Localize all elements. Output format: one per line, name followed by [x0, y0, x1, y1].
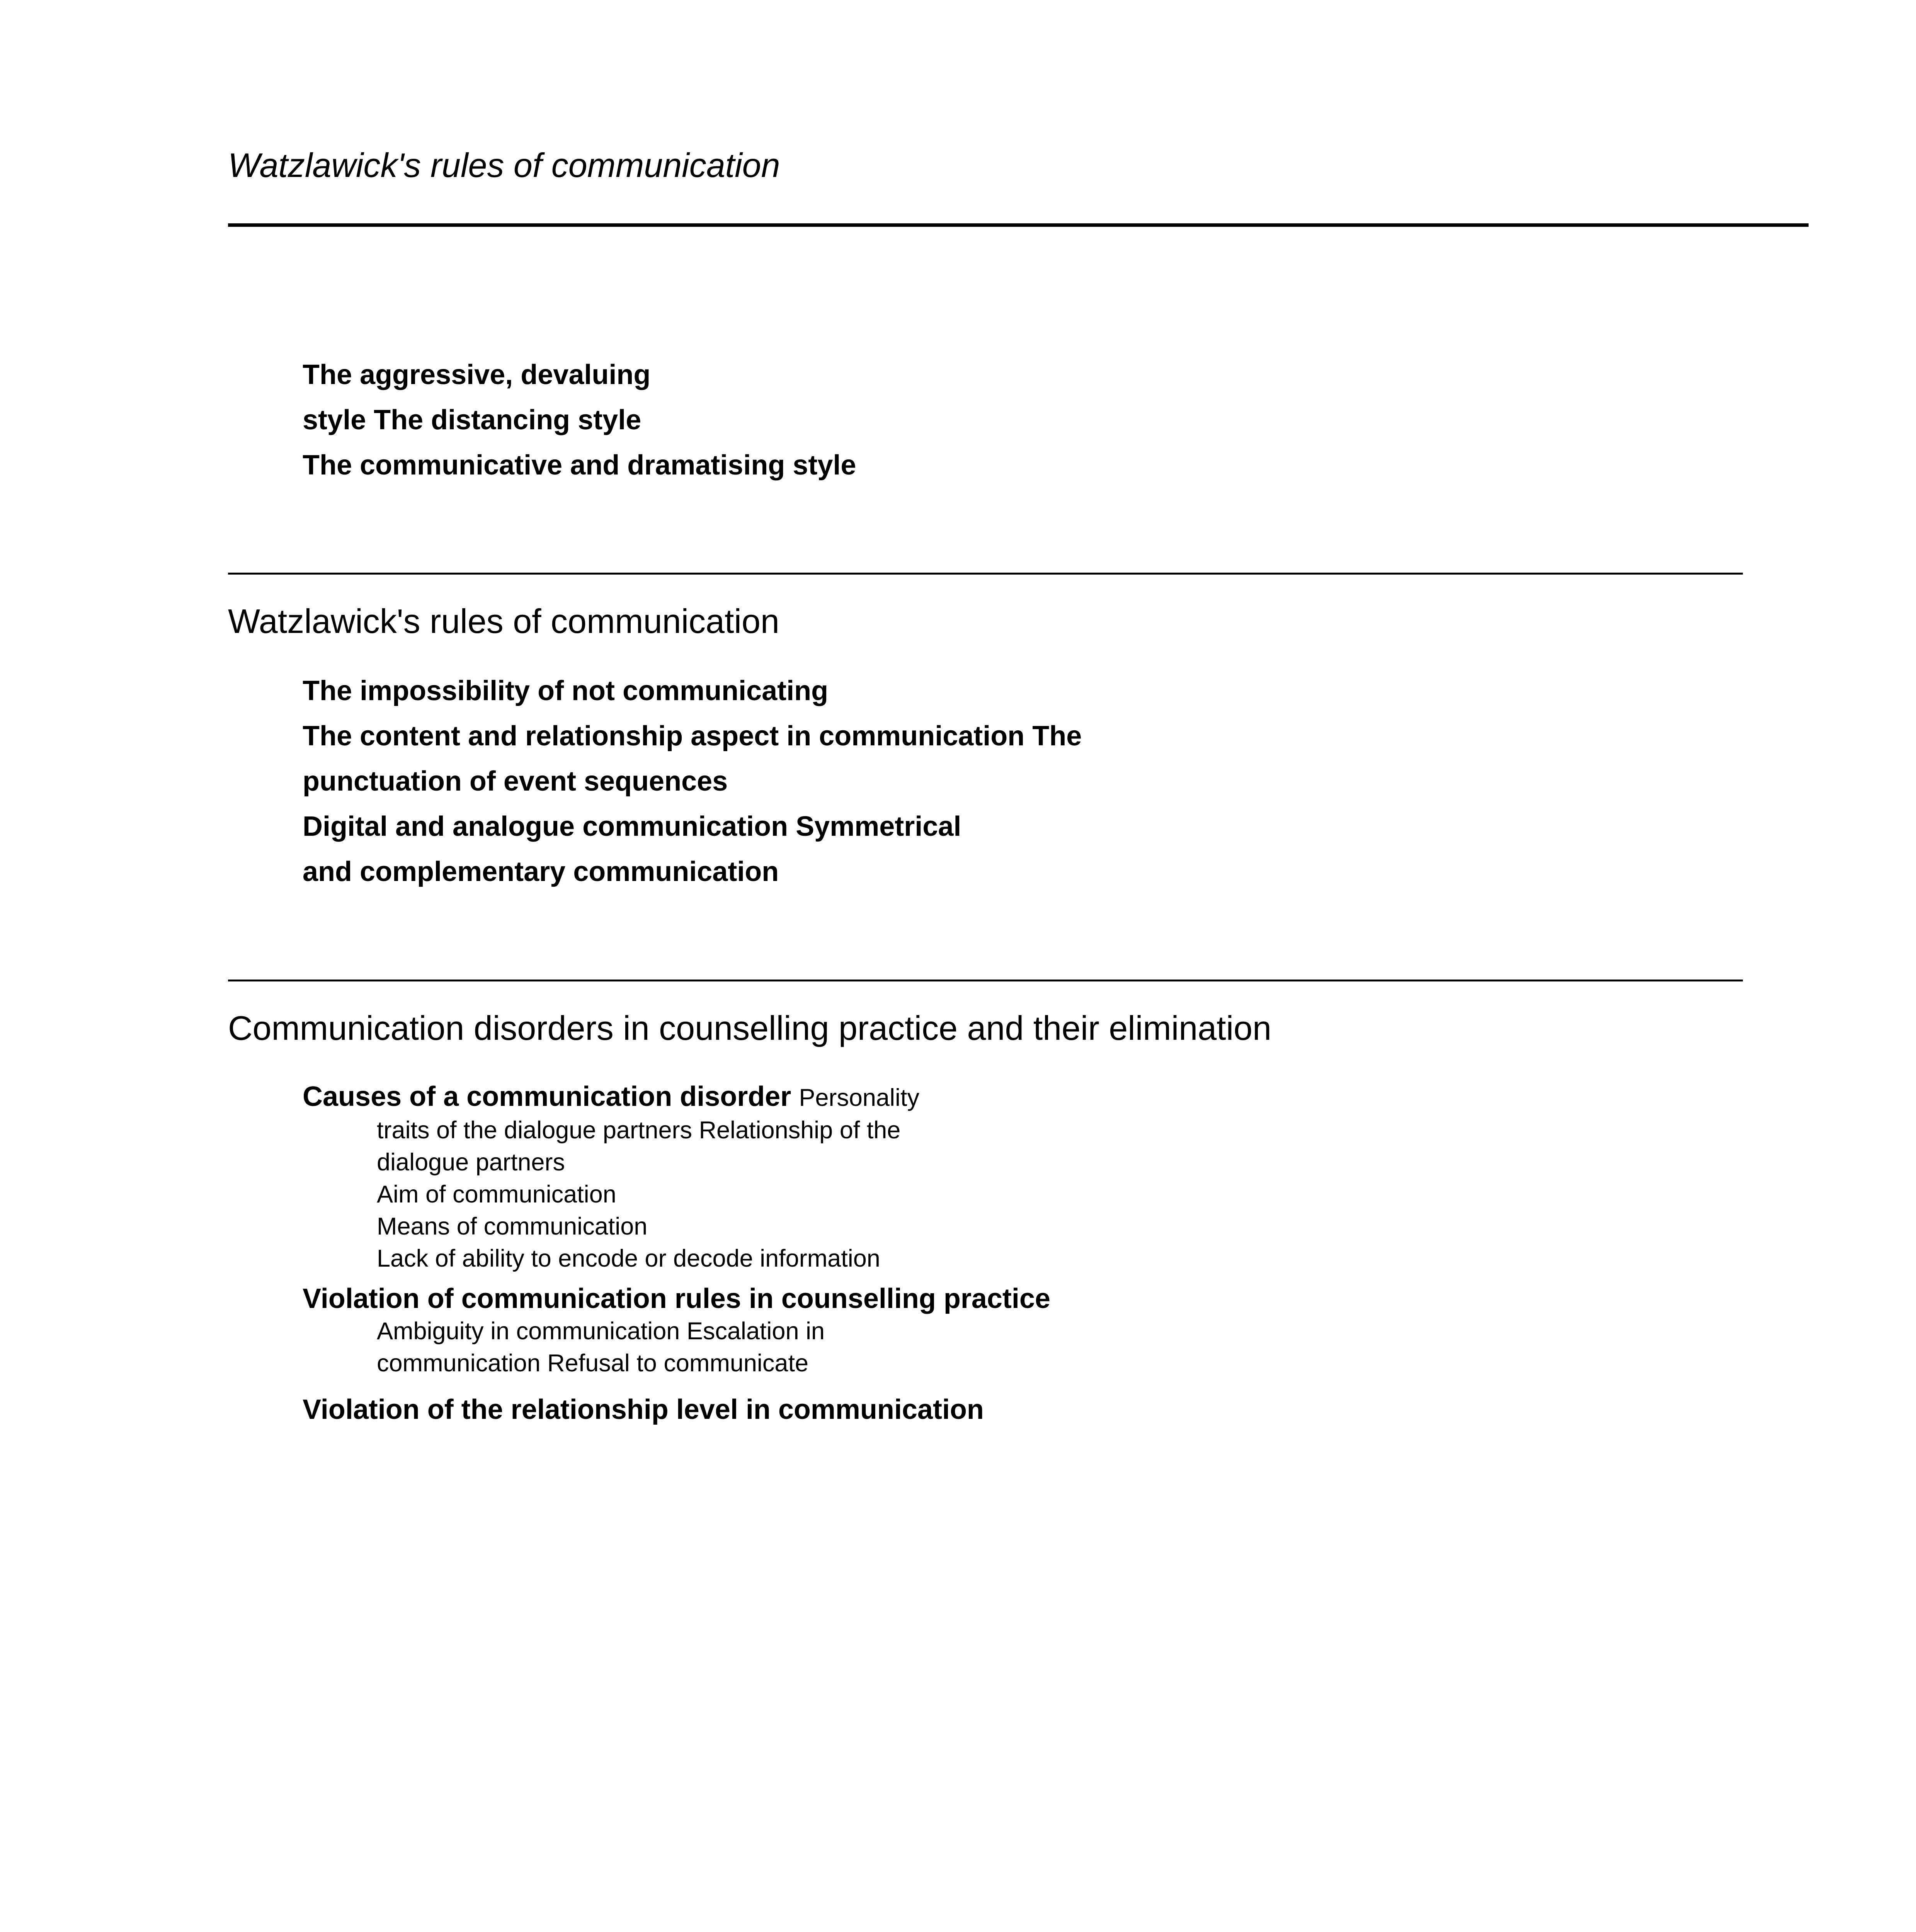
list-item: Lack of ability to encode or decode information — [377, 1245, 880, 1272]
header-rule — [228, 223, 1809, 227]
list-item: Digital and analogue communication Symmetrical — [303, 811, 961, 842]
causes-heading-line — [303, 1081, 919, 1112]
causes-heading: Causes of a communication disorder — [303, 1081, 791, 1112]
list-item: Ambiguity in communication Escalation in — [377, 1318, 825, 1345]
violation-relationship-heading: Violation of the relationship level in communication — [303, 1394, 984, 1425]
list-item: Means of communication — [377, 1213, 648, 1240]
list-item: traits of the dialogue partners Relationship of the — [377, 1117, 901, 1144]
communication-styles-list — [303, 352, 856, 488]
section-divider — [228, 980, 1743, 981]
list-item: and complementary communication — [303, 856, 779, 887]
section-divider — [228, 573, 1743, 575]
list-item: communication Refusal to communicate — [377, 1350, 808, 1377]
watzlawick-rules-list — [303, 668, 1082, 895]
list-item: dialogue partners — [377, 1149, 565, 1176]
list-item: Aim of communication — [377, 1181, 616, 1208]
violation-rules-sub-list — [377, 1315, 825, 1379]
causes-inline-text: Personality — [799, 1084, 919, 1111]
list-item: The content and relationship aspect in communication The — [303, 721, 1082, 752]
causes-sub-list — [377, 1114, 900, 1275]
section-title-communication-disorders: Communication disorders in counselling practice and their elimination — [228, 1009, 1272, 1047]
list-item: The communicative and dramatising style — [303, 450, 856, 481]
running-header-title: Watzlawick's rules of communication — [228, 146, 780, 184]
violation-rules-heading: Violation of communication rules in counselling practice — [303, 1283, 1050, 1314]
list-item: The impossibility of not communicating — [303, 675, 829, 706]
section-title-watzlawick: Watzlawick's rules of communication — [228, 602, 779, 640]
list-item: style The distancing style — [303, 405, 642, 435]
list-item: punctuation of event sequences — [303, 766, 728, 797]
list-item: The aggressive, devaluing — [303, 359, 651, 390]
